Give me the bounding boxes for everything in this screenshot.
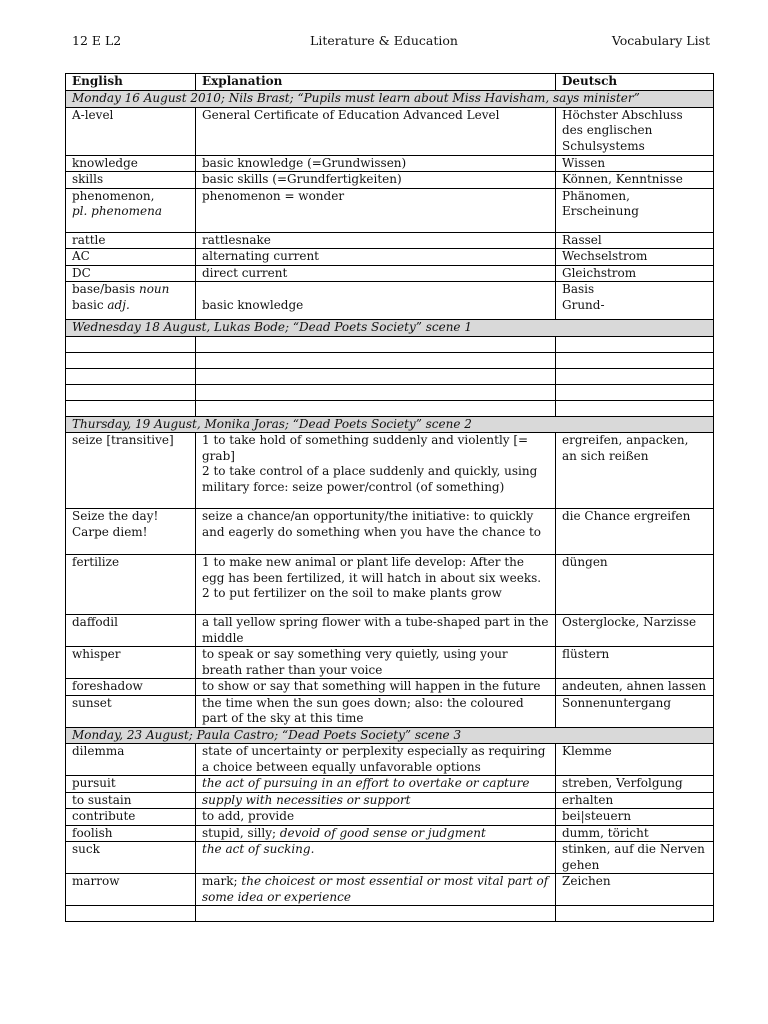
explanation: rattlesnake bbox=[196, 232, 556, 249]
english-term: AC bbox=[66, 249, 196, 266]
explanation: state of uncertainty or perplexity especially as requiring a choice between equally unfavorable options bbox=[196, 744, 556, 776]
german-term: Wechselstrom bbox=[556, 249, 714, 266]
explanation: General Certificate of Education Advanced Level bbox=[196, 107, 556, 155]
english-term: pursuit bbox=[66, 776, 196, 793]
empty-cell bbox=[66, 368, 196, 384]
english-term bbox=[66, 282, 196, 320]
empty-cell bbox=[556, 352, 714, 368]
explanation-sense-1: 1 to make new animal or plant life develop: After the egg has been fertilized, it will hatch in about six weeks. bbox=[202, 555, 542, 585]
document-type: Vocabulary List bbox=[611, 33, 710, 48]
course-code: 12 E L2 bbox=[72, 33, 122, 48]
blank-row bbox=[66, 906, 714, 922]
explanation-sense-2: 2 to take control of a place suddenly and quickly, using military force: seize power/control (of something) bbox=[202, 464, 538, 494]
english-term: suck bbox=[66, 842, 196, 874]
table-row bbox=[66, 265, 714, 282]
blank-row bbox=[66, 352, 714, 368]
blank-row bbox=[66, 384, 714, 400]
german-term: düngen bbox=[556, 555, 714, 615]
table-row bbox=[66, 172, 714, 189]
part-of-speech: adj. bbox=[107, 297, 130, 312]
empty-cell bbox=[556, 906, 714, 922]
english-term: dilemma bbox=[66, 744, 196, 776]
document-subject: Literature & Education bbox=[310, 33, 458, 48]
table-row bbox=[66, 282, 714, 320]
session-row bbox=[66, 416, 714, 433]
english-term: rattle bbox=[66, 232, 196, 249]
empty-cell bbox=[66, 352, 196, 368]
english-term: to sustain bbox=[66, 792, 196, 809]
session-title: Wednesday 18 August, Lukas Bode; “Dead Poets Society” scene 1 bbox=[66, 320, 714, 337]
empty-cell bbox=[556, 368, 714, 384]
blank-row bbox=[66, 400, 714, 416]
explanation-plain: mark; bbox=[202, 874, 242, 888]
english-phrase: Seize the day! bbox=[72, 509, 159, 523]
vocabulary-table bbox=[65, 73, 714, 922]
empty-cell bbox=[196, 906, 556, 922]
explanation: alternating current bbox=[196, 249, 556, 266]
empty-cell bbox=[196, 400, 556, 416]
table-row bbox=[66, 874, 714, 906]
explanation bbox=[196, 874, 556, 906]
blank-row bbox=[66, 336, 714, 352]
empty-cell bbox=[66, 336, 196, 352]
table-row bbox=[66, 695, 714, 727]
empty-cell bbox=[66, 384, 196, 400]
german-term: Wissen bbox=[556, 155, 714, 172]
german-term: Höchster Abschluss des englischen Schulsystems bbox=[556, 107, 714, 155]
german-term: dumm, töricht bbox=[556, 825, 714, 842]
empty-cell bbox=[196, 368, 556, 384]
explanation-plain: stupid, silly; bbox=[202, 825, 280, 840]
english-term: marrow bbox=[66, 874, 196, 906]
table-row bbox=[66, 615, 714, 647]
explanation-definition: the choicest or most essential or most vital part of some idea or experience bbox=[202, 874, 549, 904]
table-row bbox=[66, 555, 714, 615]
explanation-sense-2: 2 to put fertilizer on the soil to make plants grow bbox=[202, 586, 502, 600]
german-term: Phänomen, Erscheinung bbox=[556, 188, 714, 232]
table-row bbox=[66, 232, 714, 249]
english-term: fertilize bbox=[66, 555, 196, 615]
empty-cell bbox=[556, 384, 714, 400]
explanation: to show or say that something will happen in the future bbox=[196, 679, 556, 696]
explanation: to speak or say something very quietly, using your breath rather than your voice bbox=[196, 647, 556, 679]
english-term: seize [transitive] bbox=[66, 433, 196, 509]
german-term: bei|steuern bbox=[556, 809, 714, 826]
german-term-noun: Basis bbox=[562, 282, 595, 296]
session-row bbox=[66, 727, 714, 744]
empty-cell bbox=[196, 384, 556, 400]
table-row bbox=[66, 792, 714, 809]
table-row bbox=[66, 249, 714, 266]
table-row bbox=[66, 188, 714, 232]
german-term: Osterglocke, Narzisse bbox=[556, 615, 714, 647]
table-row bbox=[66, 509, 714, 555]
empty-cell bbox=[196, 352, 556, 368]
table-row bbox=[66, 647, 714, 679]
table-row bbox=[66, 433, 714, 509]
explanation-sense-1: 1 to take hold of something suddenly and violently [= grab] bbox=[202, 433, 529, 463]
german-term: erhalten bbox=[556, 792, 714, 809]
english-term: foreshadow bbox=[66, 679, 196, 696]
empty-cell bbox=[66, 400, 196, 416]
explanation: the act of sucking. bbox=[196, 842, 556, 874]
english-term: A-level bbox=[66, 107, 196, 155]
german-term: streben, Verfolgung bbox=[556, 776, 714, 793]
english-term: skills bbox=[66, 172, 196, 189]
german-term: Klemme bbox=[556, 744, 714, 776]
english-term-adjective: basic bbox=[72, 297, 104, 312]
session-title: Monday, 23 August; Paula Castro; “Dead Poets Society” scene 3 bbox=[66, 727, 714, 744]
table-row bbox=[66, 679, 714, 696]
empty-cell bbox=[196, 336, 556, 352]
explanation: the time when the sun goes down; also: the coloured part of the sky at this time bbox=[196, 695, 556, 727]
explanation: seize a chance/an opportunity/the initiative: to quickly and eagerly do something when you have the chance to bbox=[196, 509, 556, 555]
explanation-definition: devoid of good sense or judgment bbox=[279, 825, 486, 840]
german-term: ergreifen, anpacken, an sich reißen bbox=[556, 433, 714, 509]
german-term: flüstern bbox=[556, 647, 714, 679]
explanation bbox=[196, 433, 556, 509]
english-term: DC bbox=[66, 265, 196, 282]
table-row bbox=[66, 842, 714, 874]
session-title: Thursday, 19 August, Monika Joras; “Dead Poets Society” scene 2 bbox=[66, 416, 714, 433]
german-term: Sonnenuntergang bbox=[556, 695, 714, 727]
german-term bbox=[556, 282, 714, 320]
german-term: die Chance ergreifen bbox=[556, 509, 714, 555]
table-header-row bbox=[66, 74, 714, 91]
english-term: whisper bbox=[66, 647, 196, 679]
german-term: Gleichstrom bbox=[556, 265, 714, 282]
session-title: Monday 16 August 2010; Nils Brast; “Pupils must learn about Miss Havisham, says minister” bbox=[66, 91, 714, 108]
explanation bbox=[196, 282, 556, 320]
english-term-plural: pl. phenomena bbox=[72, 204, 162, 218]
latin-phrase: Carpe diem! bbox=[72, 524, 148, 539]
english-term-singular: phenomenon, bbox=[72, 188, 155, 203]
table-row bbox=[66, 155, 714, 172]
explanation: basic skills (=Grundfertigkeiten) bbox=[196, 172, 556, 189]
german-term: Rassel bbox=[556, 232, 714, 249]
explanation: to add, provide bbox=[196, 809, 556, 826]
explanation bbox=[196, 825, 556, 842]
part-of-speech: noun bbox=[138, 282, 170, 296]
english-term: foolish bbox=[66, 825, 196, 842]
german-term-adjective: Grund- bbox=[562, 297, 605, 312]
empty-cell bbox=[556, 400, 714, 416]
empty-cell bbox=[66, 906, 196, 922]
table-row bbox=[66, 744, 714, 776]
german-term: Können, Kenntnisse bbox=[556, 172, 714, 189]
table-row bbox=[66, 825, 714, 842]
empty-cell bbox=[556, 336, 714, 352]
english-term: contribute bbox=[66, 809, 196, 826]
explanation: direct current bbox=[196, 265, 556, 282]
session-row bbox=[66, 320, 714, 337]
explanation bbox=[196, 555, 556, 615]
english-term bbox=[66, 509, 196, 555]
session-row bbox=[66, 91, 714, 108]
english-term: sunset bbox=[66, 695, 196, 727]
english-term: knowledge bbox=[66, 155, 196, 172]
column-header-explanation: Explanation bbox=[196, 74, 556, 91]
column-header-deutsch: Deutsch bbox=[556, 74, 714, 91]
explanation: a tall yellow spring flower with a tube-shaped part in the middle bbox=[196, 615, 556, 647]
english-term-noun: base/basis bbox=[72, 282, 136, 296]
english-term bbox=[66, 188, 196, 232]
page-header bbox=[0, 33, 768, 51]
german-term: stinken, auf die Nerven gehen bbox=[556, 842, 714, 874]
english-term: daffodil bbox=[66, 615, 196, 647]
table-row bbox=[66, 776, 714, 793]
blank-row bbox=[66, 368, 714, 384]
german-term: Zeichen bbox=[556, 874, 714, 906]
explanation: the act of pursuing in an effort to overtake or capture bbox=[196, 776, 556, 793]
german-term: andeuten, ahnen lassen bbox=[556, 679, 714, 696]
explanation-text: basic knowledge bbox=[202, 297, 304, 312]
table-row bbox=[66, 107, 714, 155]
explanation: supply with necessities or support bbox=[196, 792, 556, 809]
table-row bbox=[66, 809, 714, 826]
column-header-english: English bbox=[66, 74, 196, 91]
explanation: phenomenon = wonder bbox=[196, 188, 556, 232]
explanation: basic knowledge (=Grundwissen) bbox=[196, 155, 556, 172]
